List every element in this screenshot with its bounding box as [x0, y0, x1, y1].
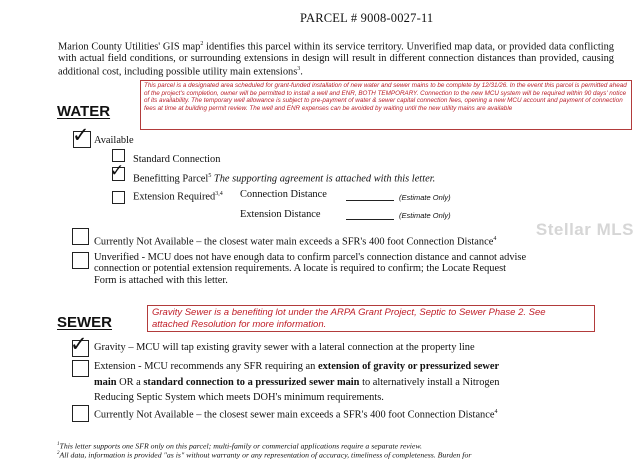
- sewer-note-line-1: Gravity Sewer is a benefiting lot under the ARPA Grant Project, Septic to Sewer Phase 2. See: [152, 307, 546, 318]
- unverified-line-2: connection or potential extension requirements. A locate is required to confirm; the Locate Request: [94, 263, 507, 275]
- sewer-extension-l2b: OR a: [116, 376, 144, 388]
- intro-sup-2: 3: [297, 66, 301, 73]
- sewer-heading: SEWER: [57, 314, 113, 331]
- water-extension-row: [133, 188, 223, 204]
- footnote-1-sup: 1: [57, 442, 60, 447]
- intro-sup-1: 2: [200, 41, 204, 47]
- intro-text-3: .: [300, 66, 303, 78]
- water-extension-label: Extension Required: [133, 191, 216, 203]
- water-extension-sup: 3,4: [215, 191, 223, 197]
- sewer-extension-line-2: [94, 375, 606, 391]
- sewer-extension-line-1: [94, 359, 606, 375]
- sewer-extension-l2c: standard connection to a pressurized sewer main: [143, 376, 360, 388]
- connection-distance-field[interactable]: [346, 200, 394, 201]
- intro-paragraph: [58, 39, 614, 78]
- footnote-1-text: This letter supports one SFR only on this parcel; multi-family or commercial applications require a separate review.: [59, 441, 422, 451]
- parcel-number: PARCEL # 9008-0027-11: [300, 11, 434, 25]
- footnote-2: [57, 449, 471, 460]
- connection-estimate-note: (Estimate Only): [399, 193, 451, 202]
- sewer-not-available-label: Currently Not Available – the closest sewer main exceeds a SFR's 400 foot Connection Distance: [94, 409, 495, 421]
- unverified-line-1: Unverified - MCU does not have enough data to confirm parcel's connection distance and cannot advise: [94, 252, 527, 263]
- sewer-gravity-label: Gravity – MCU will tap existing gravity sewer with a lateral connection at the property line: [94, 342, 475, 353]
- water-available-label: Available: [94, 135, 134, 146]
- water-not-available-checkbox[interactable]: [72, 228, 89, 245]
- water-not-available-label: Currently Not Available – the closest water main exceeds a SFR's 400 foot Connection Distance: [94, 236, 494, 248]
- sewer-extension-l1a: Extension - MCU recommends any SFR requiring an: [94, 361, 318, 372]
- stellar-mls-watermark: Stellar MLS: [535, 220, 634, 239]
- sewer-not-available-row: [94, 406, 497, 422]
- water-extension-checkbox[interactable]: [112, 191, 125, 204]
- checkmark-icon: ✓: [70, 332, 88, 356]
- sewer-extension-l1b: extension of gravity or pressurized sewer: [317, 361, 500, 372]
- water-note-box: This parcel is a designated area scheduled for grant-funded installation of new water and sewer mains to be complete by 12/31/26. In the event this parcel is permitted ahead of the project's completion, owner will be permitted to install a well and ENR, BOTH TEMPORARY. Connection to the new MCU system will be required within 90 days' notice of its availability. The temporary well allowance is subject to pre-payment of water & sewer capital connection fees, opening a new MCU account and payment of connection fees at time at building permit review. The well and ENR expenses can be avoided by waiting until the new utility mains are available: [140, 80, 632, 130]
- sewer-extension-text: [94, 359, 606, 406]
- unverified-line-3: Form is attached with this letter.: [94, 274, 228, 286]
- sewer-not-available-sup: 4: [494, 409, 498, 415]
- sewer-note-box: [147, 305, 595, 332]
- checkmark-icon: ✓: [72, 123, 90, 147]
- intro-text-1: Marion County Utilities' GIS map: [58, 41, 201, 53]
- water-unverified-text: [94, 252, 606, 286]
- water-standard-label: Standard Connection: [133, 154, 221, 165]
- intro-text-2: identifies this parcel within its service territory. Unverified map data, or provided data conflicting with actual field conditions, or surrounding extensions in design will result in different connection distances than provided, causing additional cost, including possible utility main extensions: [58, 41, 614, 78]
- water-heading: WATER: [57, 103, 111, 120]
- water-benefitting-label: Benefitting Parcel: [133, 173, 209, 185]
- water-benefitting-row: [133, 170, 435, 186]
- water-benefitting-sup: 5: [208, 173, 212, 179]
- sewer-extension-line-3: Reducing Septic System which meets DOH's minimum requirements.: [94, 392, 384, 403]
- sewer-not-available-checkbox[interactable]: [72, 405, 89, 422]
- extension-estimate-note: (Estimate Only): [399, 211, 451, 220]
- sewer-extension-l2d: to alternatively install a Nitrogen: [359, 376, 500, 388]
- extension-distance-label: Extension Distance: [240, 209, 321, 220]
- water-benefitting-note: The supporting agreement is attached with this letter.: [211, 173, 436, 185]
- water-not-available-sup: 4: [493, 236, 497, 242]
- sewer-extension-l2a: main: [94, 376, 117, 388]
- extension-distance-field[interactable]: [346, 219, 394, 220]
- sewer-note-line-2: attached Resolution for more information.: [152, 318, 327, 330]
- footnote-2-text: All data, information is provided "as is" without warranty or any representation of accuracy, timeliness of completeness. Burden for: [59, 450, 472, 460]
- checkmark-icon: ✓: [110, 161, 125, 181]
- connection-distance-label: Connection Distance: [240, 189, 327, 200]
- water-unverified-checkbox[interactable]: [72, 252, 89, 269]
- footnote-2-sup: 2: [57, 451, 60, 456]
- sewer-extension-checkbox[interactable]: [72, 360, 89, 377]
- water-not-available-row: [94, 233, 496, 249]
